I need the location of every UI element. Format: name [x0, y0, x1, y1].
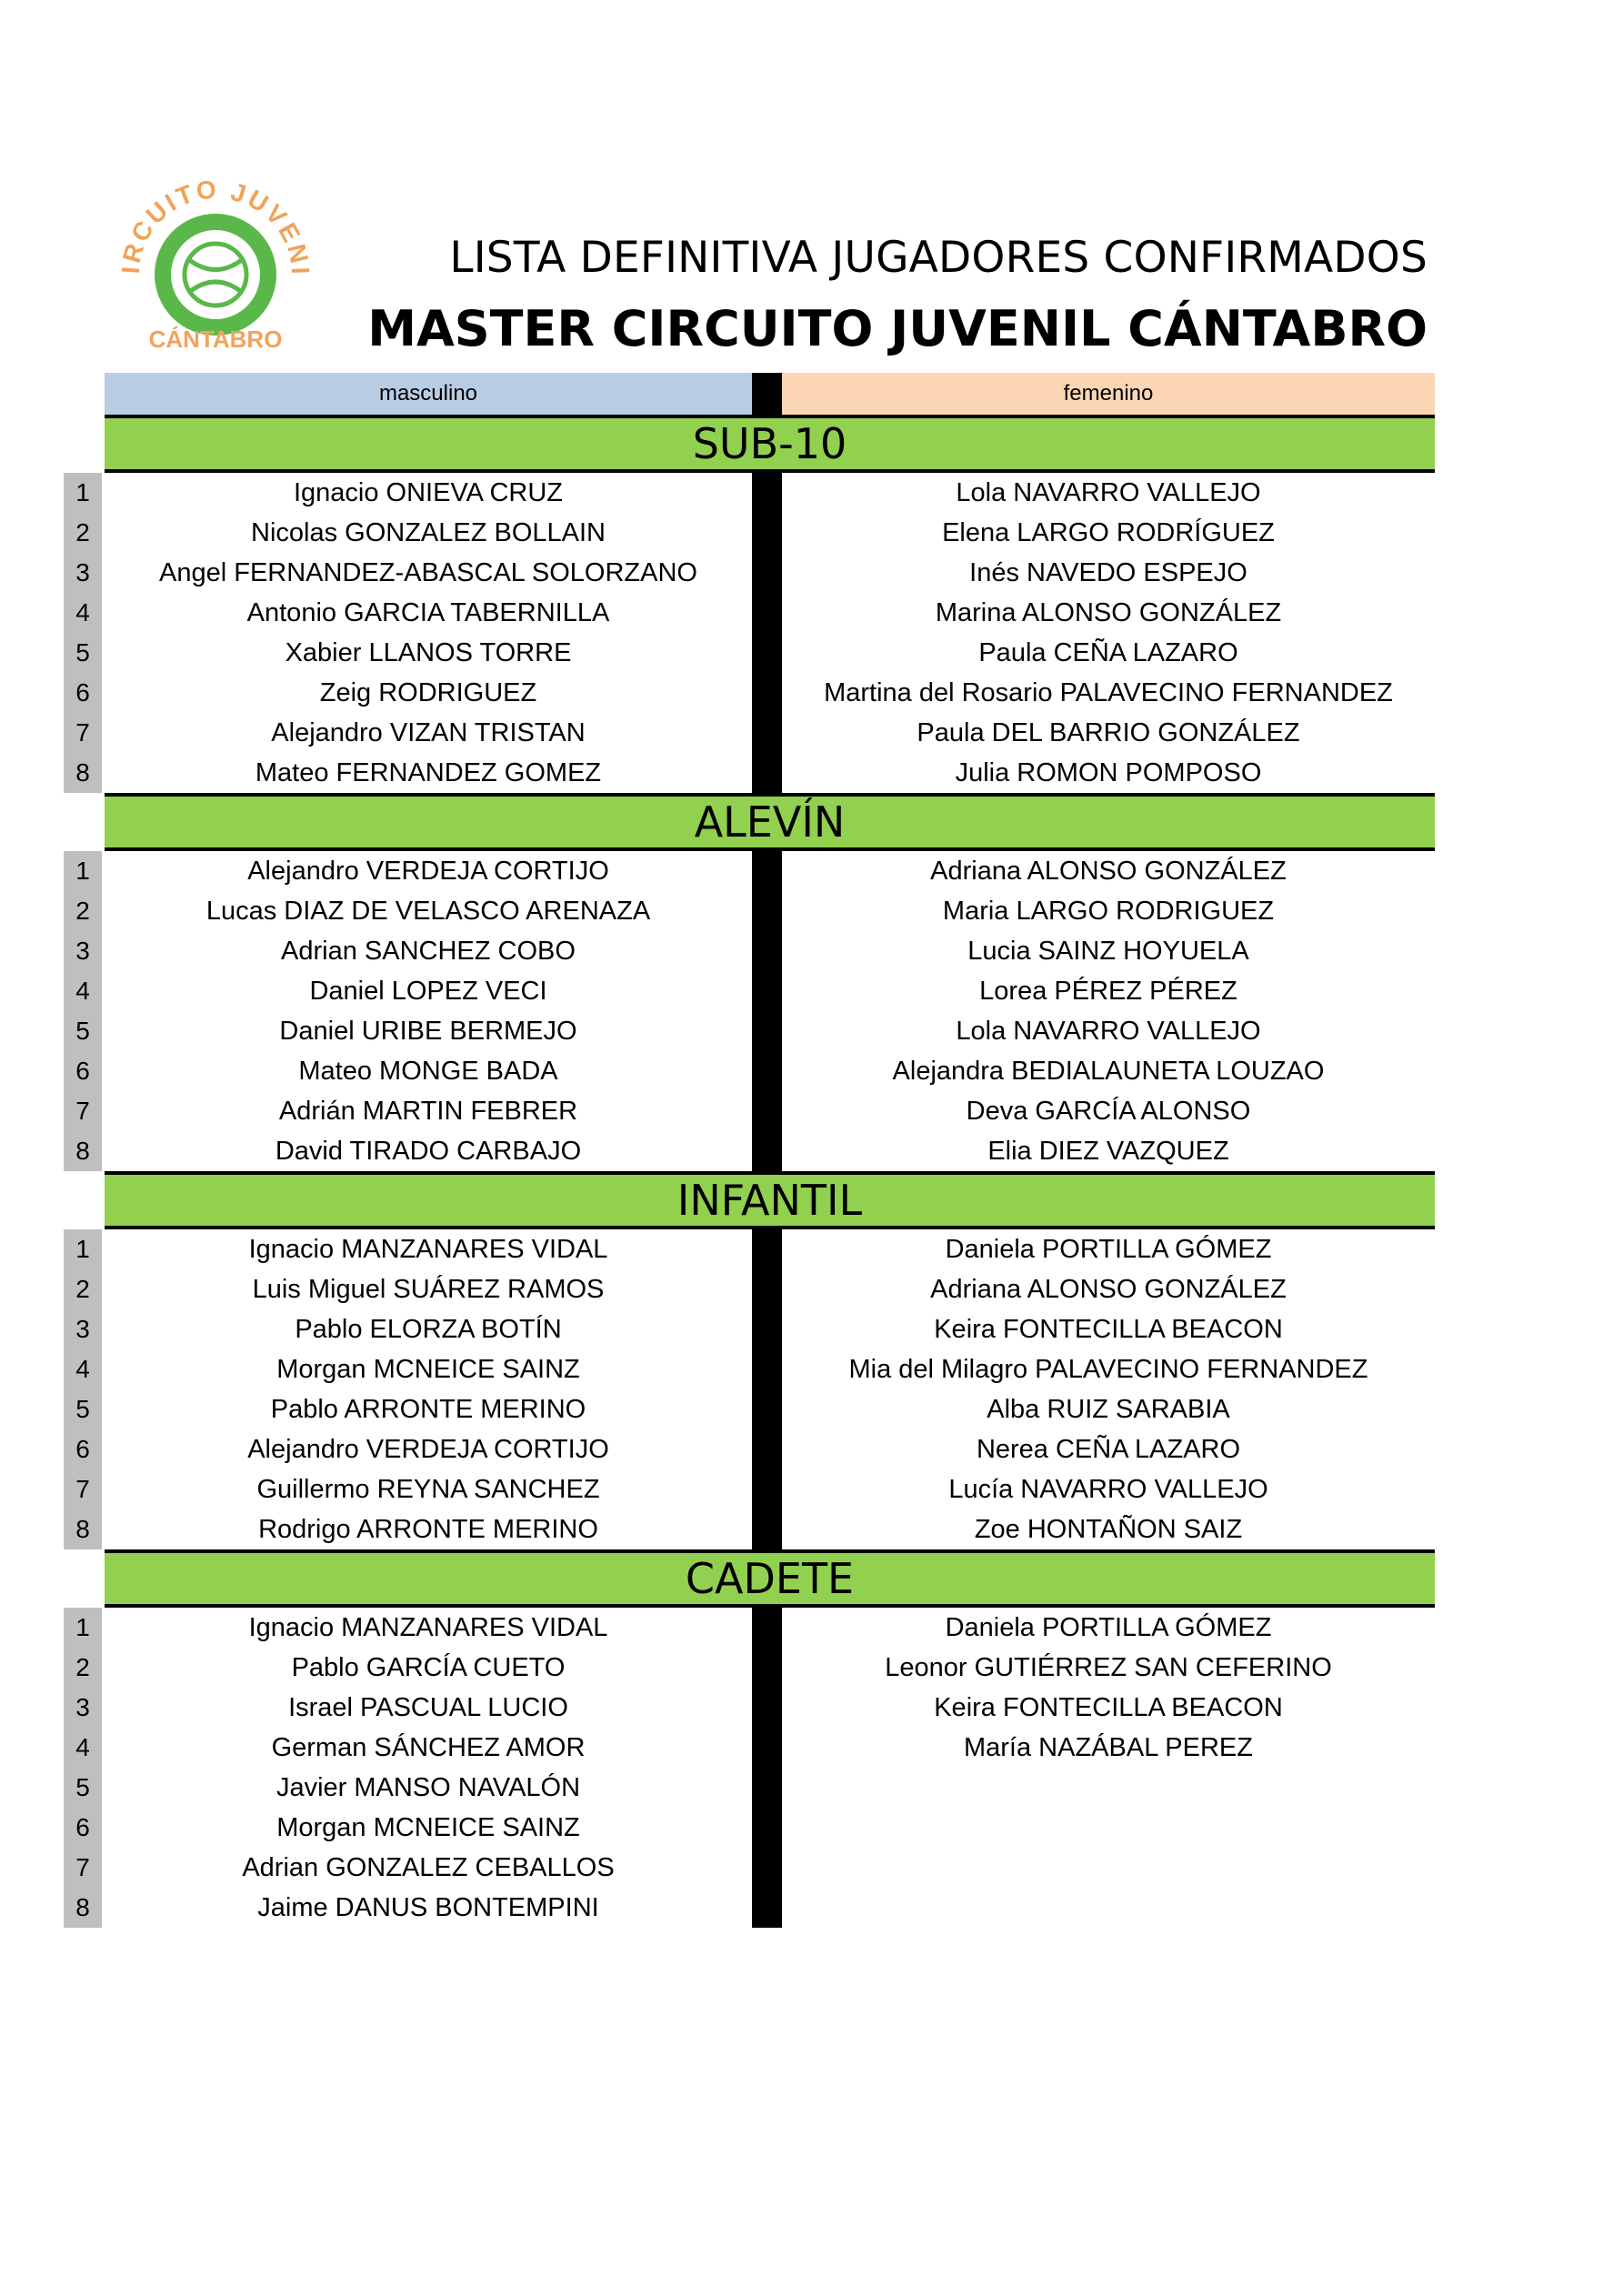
- category-rows: [64, 1229, 1435, 1549]
- table-row: [64, 1509, 1435, 1549]
- column-separator: [752, 851, 782, 891]
- logo-text-bottom: CÁNTABRO: [148, 326, 283, 353]
- female-player-name: Leonor GUTIÉRREZ SAN CEFERINO: [885, 1652, 1332, 1682]
- table-row: [64, 1848, 1435, 1888]
- row-number: 1: [64, 473, 102, 513]
- column-header-male: masculino: [105, 373, 752, 415]
- female-player-name: Mia del Milagro PALAVECINO FERNANDEZ: [848, 1354, 1368, 1384]
- column-separator: [752, 891, 782, 931]
- row-number: 8: [64, 1888, 102, 1928]
- table-row: [64, 553, 1435, 593]
- row-number: 7: [64, 1848, 102, 1888]
- table-row: [64, 1688, 1435, 1728]
- male-player-name: Pablo ARRONTE MERINO: [270, 1394, 586, 1424]
- table-row: [64, 1309, 1435, 1349]
- column-separator: [752, 373, 782, 415]
- female-player-name: Alba RUIZ SARABIA: [987, 1394, 1230, 1424]
- male-player-name: Guillermo REYNA SANCHEZ: [256, 1474, 600, 1504]
- column-separator: [752, 1091, 782, 1131]
- table-row: [64, 931, 1435, 971]
- column-separator: [752, 593, 782, 633]
- table-row: [64, 1768, 1435, 1808]
- table-row: [64, 1429, 1435, 1469]
- row-number: 8: [64, 1131, 102, 1171]
- table-row: [64, 673, 1435, 713]
- female-player-name: [782, 1768, 1435, 1808]
- male-player-name: Adrian GONZALEZ CEBALLOS: [242, 1852, 615, 1882]
- row-number: 6: [64, 673, 102, 713]
- row-number: 4: [64, 1728, 102, 1768]
- players-table: [64, 373, 1435, 1928]
- female-player-name: Alejandra BEDIALAUNETA LOUZAO: [892, 1056, 1325, 1086]
- column-separator: [752, 1269, 782, 1309]
- female-player-name: Martina del Rosario PALAVECINO FERNANDEZ: [824, 677, 1393, 707]
- row-number: 3: [64, 1309, 102, 1349]
- male-player-name: Daniel LOPEZ VECI: [309, 976, 547, 1006]
- table-row: [64, 891, 1435, 931]
- female-player-name: Lola NAVARRO VALLEJO: [956, 1016, 1261, 1046]
- column-separator: [752, 1808, 782, 1848]
- table-row: [64, 713, 1435, 753]
- female-player-name: Keira FONTECILLA BEACON: [934, 1314, 1283, 1344]
- table-row: [64, 1131, 1435, 1171]
- column-separator: [752, 1469, 782, 1509]
- row-number: 2: [64, 513, 102, 553]
- row-number: 6: [64, 1429, 102, 1469]
- column-separator: [752, 1429, 782, 1469]
- female-player-name: Lucia SAINZ HOYUELA: [967, 936, 1249, 966]
- logo-text-top: IRCUITO JUVENI: [115, 175, 316, 277]
- male-player-name: German SÁNCHEZ AMOR: [271, 1732, 586, 1762]
- female-player-name: Lucía NAVARRO VALLEJO: [948, 1474, 1268, 1504]
- column-separator: [752, 513, 782, 553]
- row-number: 1: [64, 851, 102, 891]
- categories-container: [64, 415, 1435, 1928]
- male-player-name: Lucas DIAZ DE VELASCO ARENAZA: [205, 896, 651, 926]
- table-row: [64, 1011, 1435, 1051]
- table-row: [64, 1888, 1435, 1928]
- row-number: 1: [64, 1229, 102, 1269]
- female-player-name: Zoe HONTAÑON SAIZ: [974, 1514, 1243, 1544]
- table-row: [64, 1349, 1435, 1389]
- table-row: [64, 1808, 1435, 1848]
- category-rows: [64, 1608, 1435, 1928]
- row-number: 5: [64, 1389, 102, 1429]
- male-player-name: Israel PASCUAL LUCIO: [288, 1692, 568, 1722]
- column-separator: [752, 713, 782, 753]
- female-player-name: María NAZÁBAL PEREZ: [963, 1732, 1253, 1762]
- male-player-name: Angel FERNANDEZ-ABASCAL SOLORZANO: [159, 557, 697, 587]
- table-row: [64, 1269, 1435, 1309]
- table-row: [64, 1648, 1435, 1688]
- male-player-name: Zeig RODRIGUEZ: [319, 677, 537, 707]
- female-player-name: Lola NAVARRO VALLEJO: [956, 477, 1261, 507]
- column-separator: [752, 753, 782, 793]
- row-number: 5: [64, 1768, 102, 1808]
- table-row: [64, 593, 1435, 633]
- table-row: [64, 1469, 1435, 1509]
- table-row: [64, 473, 1435, 513]
- table-row: [64, 851, 1435, 891]
- female-player-name: Maria LARGO RODRIGUEZ: [942, 896, 1275, 926]
- row-number: 3: [64, 931, 102, 971]
- row-number: 7: [64, 1469, 102, 1509]
- male-player-name: Morgan MCNEICE SAINZ: [276, 1354, 580, 1384]
- row-number: 1: [64, 1608, 102, 1648]
- table-row: [64, 1051, 1435, 1091]
- column-separator: [752, 1229, 782, 1269]
- column-separator: [752, 1608, 782, 1648]
- column-separator: [752, 1648, 782, 1688]
- table-row: [64, 1229, 1435, 1269]
- column-header-female: femenino: [782, 373, 1435, 415]
- female-player-name: Adriana ALONSO GONZÁLEZ: [930, 1274, 1287, 1304]
- row-number: 4: [64, 971, 102, 1011]
- column-separator: [752, 931, 782, 971]
- male-player-name: Nicolas GONZALEZ BOLLAIN: [251, 517, 606, 547]
- row-number: 4: [64, 1349, 102, 1389]
- column-separator: [752, 971, 782, 1011]
- male-player-name: Mateo FERNANDEZ GOMEZ: [255, 757, 602, 787]
- category-heading: CADETE: [105, 1549, 1435, 1608]
- female-player-name: [782, 1808, 1435, 1848]
- female-player-name: Elia DIEZ VAZQUEZ: [987, 1136, 1229, 1166]
- column-separator: [752, 1688, 782, 1728]
- female-player-name: [782, 1848, 1435, 1888]
- female-player-name: Marina ALONSO GONZÁLEZ: [935, 597, 1282, 627]
- male-player-name: Rodrigo ARRONTE MERINO: [258, 1514, 598, 1544]
- female-player-name: Inés NAVEDO ESPEJO: [969, 557, 1247, 587]
- table-row: [64, 1608, 1435, 1648]
- male-player-name: Adrián MARTIN FEBRER: [278, 1096, 578, 1126]
- male-player-name: Alejandro VERDEJA CORTIJO: [247, 856, 609, 886]
- male-player-name: Morgan MCNEICE SAINZ: [276, 1812, 580, 1842]
- row-number: 2: [64, 891, 102, 931]
- male-player-name: Alejandro VERDEJA CORTIJO: [247, 1434, 609, 1464]
- female-player-name: Nerea CEÑA LAZARO: [976, 1434, 1241, 1464]
- female-player-name: Elena LARGO RODRÍGUEZ: [942, 517, 1275, 547]
- column-separator: [752, 1728, 782, 1768]
- column-separator: [752, 1768, 782, 1808]
- male-player-name: Javier MANSO NAVALÓN: [276, 1772, 581, 1802]
- female-player-name: Julia ROMON POMPOSO: [955, 757, 1262, 787]
- female-player-name: Paula CEÑA LAZARO: [978, 637, 1238, 667]
- female-player-name: Adriana ALONSO GONZÁLEZ: [930, 856, 1287, 886]
- table-row: [64, 1091, 1435, 1131]
- column-separator: [752, 1848, 782, 1888]
- female-player-name: Paula DEL BARRIO GONZÁLEZ: [917, 717, 1300, 747]
- document-title: MASTER CIRCUITO JUVENIL CÁNTABRO: [367, 300, 1428, 357]
- row-number: 2: [64, 1269, 102, 1309]
- female-player-name: [782, 1888, 1435, 1928]
- column-separator: [752, 473, 782, 513]
- column-separator: [752, 1309, 782, 1349]
- female-player-name: Deva GARCÍA ALONSO: [966, 1096, 1251, 1126]
- column-separator: [752, 1509, 782, 1549]
- male-player-name: Mateo MONGE BADA: [298, 1056, 558, 1086]
- male-player-name: Luis Miguel SUÁREZ RAMOS: [252, 1274, 605, 1304]
- row-number: 8: [64, 1509, 102, 1549]
- male-player-name: Ignacio MANZANARES VIDAL: [248, 1612, 608, 1642]
- column-separator: [752, 673, 782, 713]
- table-row: [64, 513, 1435, 553]
- tennis-ball-icon: [114, 173, 318, 355]
- column-separator: [752, 1051, 782, 1091]
- table-row: [64, 753, 1435, 793]
- column-separator: [752, 553, 782, 593]
- category-rows: [64, 473, 1435, 793]
- male-player-name: Ignacio ONIEVA CRUZ: [293, 477, 563, 507]
- circuit-logo: [114, 173, 318, 355]
- table-row: [64, 1728, 1435, 1768]
- female-player-name: Keira FONTECILLA BEACON: [934, 1692, 1283, 1722]
- row-number: 7: [64, 713, 102, 753]
- table-row: [64, 633, 1435, 673]
- table-row: [64, 971, 1435, 1011]
- row-number: 3: [64, 1688, 102, 1728]
- row-number: 7: [64, 1091, 102, 1131]
- table-row: [64, 1389, 1435, 1429]
- female-player-name: Daniela PORTILLA GÓMEZ: [945, 1612, 1272, 1642]
- row-number: 5: [64, 633, 102, 673]
- category-heading: SUB-10: [105, 415, 1435, 473]
- column-separator: [752, 1389, 782, 1429]
- female-player-name: Lorea PÉREZ PÉREZ: [979, 976, 1237, 1006]
- row-number: 4: [64, 593, 102, 633]
- row-number: 3: [64, 553, 102, 593]
- column-separator: [752, 1131, 782, 1171]
- male-player-name: Xabier LLANOS TORRE: [285, 637, 572, 667]
- male-player-name: Antonio GARCIA TABERNILLA: [246, 597, 610, 627]
- female-player-name: Daniela PORTILLA GÓMEZ: [945, 1234, 1272, 1264]
- category-heading: INFANTIL: [105, 1171, 1435, 1229]
- column-separator: [752, 1888, 782, 1928]
- row-number: 2: [64, 1648, 102, 1688]
- column-separator: [752, 1349, 782, 1389]
- category-rows: [64, 851, 1435, 1171]
- male-player-name: Pablo ELORZA BOTÍN: [295, 1314, 562, 1344]
- male-player-name: Adrian SANCHEZ COBO: [281, 936, 576, 966]
- row-number: 6: [64, 1808, 102, 1848]
- row-number: 6: [64, 1051, 102, 1091]
- male-player-name: Daniel URIBE BERMEJO: [279, 1016, 577, 1046]
- column-separator: [752, 1011, 782, 1051]
- column-separator: [752, 633, 782, 673]
- male-player-name: David TIRADO CARBAJO: [275, 1136, 582, 1166]
- male-player-name: Pablo GARCÍA CUETO: [291, 1652, 566, 1682]
- row-number: 8: [64, 753, 102, 793]
- category-heading: ALEVÍN: [105, 793, 1435, 851]
- male-player-name: Jaime DANUS BONTEMPINI: [257, 1892, 599, 1922]
- column-header-row: [64, 373, 1435, 415]
- document-subtitle: LISTA DEFINITIVA JUGADORES CONFIRMADOS: [449, 233, 1428, 283]
- row-number: 5: [64, 1011, 102, 1051]
- male-player-name: Ignacio MANZANARES VIDAL: [248, 1234, 608, 1264]
- male-player-name: Alejandro VIZAN TRISTAN: [271, 717, 586, 747]
